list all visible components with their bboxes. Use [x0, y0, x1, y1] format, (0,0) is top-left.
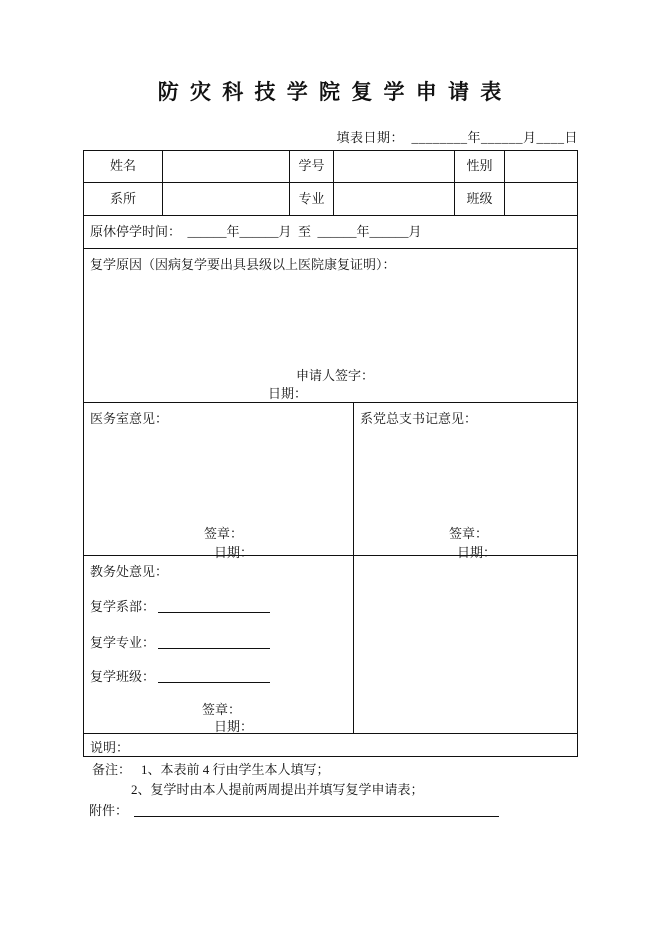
row-opinions-upper [84, 402, 577, 560]
resume-department-label: 复学系部： [90, 599, 156, 614]
academic-sign-seal-label: 签章： [202, 702, 242, 717]
class-label: 班级 [454, 183, 504, 215]
secretary-sign-seal-label: 签章： [449, 526, 489, 541]
party-secretary-cell [353, 403, 579, 560]
resume-department-line [90, 596, 270, 615]
resume-major-line [90, 632, 270, 651]
resume-department-blank [158, 599, 270, 613]
remarks-line-2 [131, 779, 424, 798]
remark-item-2: 2、复学时由本人提前两周提出并填写复学申请表； [131, 782, 424, 797]
row-suspension-period [84, 215, 577, 248]
form-title: 防 灾 科 技 学 院 复 学 申 请 表 [157, 80, 505, 104]
row-notes [84, 733, 577, 756]
name-label: 姓名 [109, 158, 136, 173]
major-value-cell [333, 183, 454, 215]
resume-class-blank [158, 669, 270, 683]
notes-label: 说明： [90, 740, 130, 755]
application-form-table [83, 150, 578, 757]
row-academic-office [84, 555, 577, 733]
party-secretary-label: 系党总支书记意见： [360, 411, 478, 426]
gender-label: 性别 [454, 151, 504, 182]
remark-item-1: 1、本表前 4 行由学生本人填写； [141, 762, 330, 777]
remark-label: 备注： [92, 762, 132, 777]
department-label: 系所 [109, 191, 136, 206]
applicant-signature-label: 申请人签字： [296, 368, 375, 383]
gender-value-cell [504, 151, 579, 182]
attachment-line [89, 800, 499, 819]
fill-date-line: 填表日期： ________年______月____日 [336, 130, 578, 145]
resume-major-label: 复学专业： [90, 635, 156, 650]
secretary-date-label: 日期： [457, 545, 497, 560]
academic-office-label: 教务处意见： [90, 564, 169, 579]
student-id-value-cell [333, 151, 454, 182]
academic-office-empty-cell [353, 556, 579, 733]
medical-sign-seal-label: 签章： [204, 526, 244, 541]
suspension-period-text: 原休停学时间： ______年______月 至 ______年______月 [90, 224, 422, 239]
applicant-date-label: 日期： [268, 386, 308, 401]
row-name-id-gender [84, 151, 577, 182]
major-label: 专业 [289, 183, 333, 215]
row-resume-reason [84, 248, 577, 402]
resume-major-blank [158, 635, 270, 649]
medical-office-cell [84, 403, 353, 560]
class-value-cell [504, 183, 579, 215]
attachment-blank [134, 803, 499, 817]
department-value-cell [162, 183, 289, 215]
row-department-major-class [84, 182, 577, 215]
academic-date-label: 日期： [214, 719, 254, 734]
student-id-label: 学号 [289, 151, 333, 182]
medical-date-label: 日期： [214, 545, 254, 560]
resume-class-line [90, 666, 270, 685]
medical-office-label: 医务室意见： [90, 411, 169, 426]
academic-office-cell [84, 556, 353, 733]
name-value-cell [162, 151, 289, 182]
resume-class-label: 复学班级： [90, 669, 156, 684]
remarks-line-1 [92, 759, 330, 778]
resume-reason-label: 复学原因（因病复学要出具县级以上医院康复证明）： [90, 257, 396, 272]
attachment-label: 附件： [89, 803, 129, 818]
